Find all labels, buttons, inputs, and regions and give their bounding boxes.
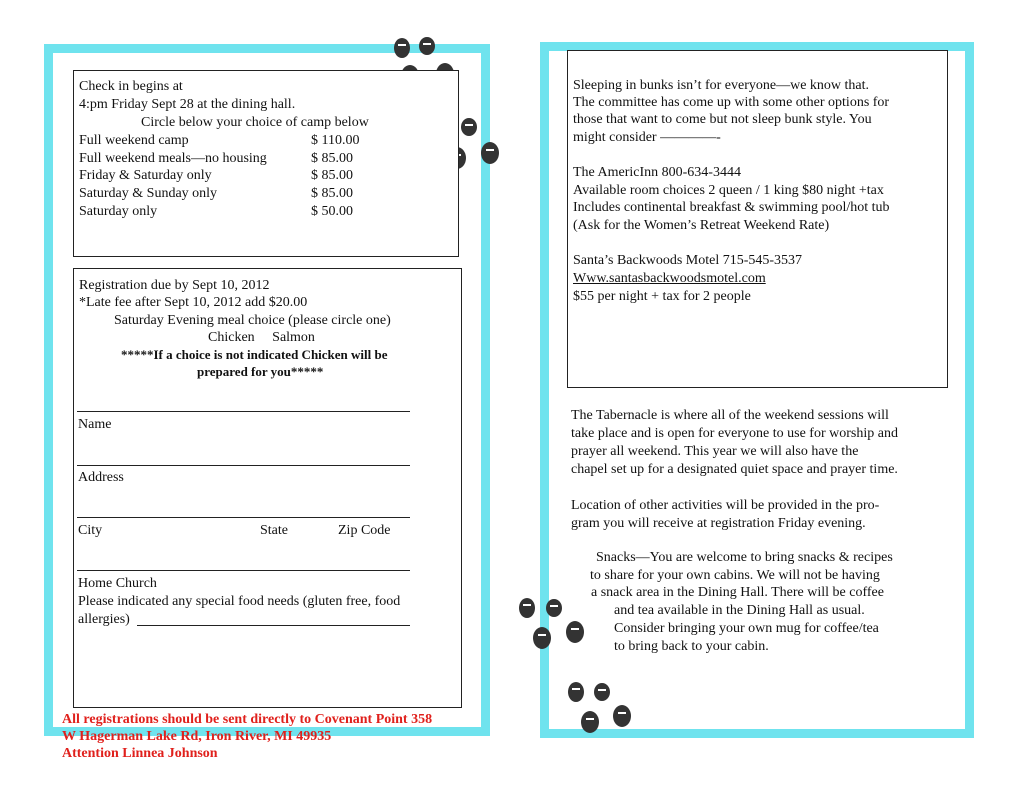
option-label: Saturday only: [79, 204, 158, 219]
snacks-line: to bring back to your cabin.: [614, 639, 769, 654]
americinn-line: Available room choices 2 queen / 1 king $80 night +tax: [573, 183, 884, 198]
food-needs-line[interactable]: [137, 625, 410, 626]
tabernacle-line: The Tabernacle is where all of the weekend sessions will: [571, 408, 889, 423]
address-line[interactable]: [77, 465, 410, 466]
state-label: State: [260, 523, 288, 538]
registration-due: Registration due by Sept 10, 2012: [79, 278, 270, 293]
meal-note-1: *****If a choice is not indicated Chicken will be: [121, 347, 388, 362]
meal-choice: Saturday Evening meal choice (please circle one): [114, 313, 391, 328]
option-price: $ 110.00: [311, 133, 360, 148]
address-label: Address: [78, 470, 124, 485]
name-label: Name: [78, 417, 112, 432]
snacks-line: to share for your own cabins. We will not be having: [590, 568, 880, 583]
food-needs-line-2: allergies): [78, 612, 130, 627]
city-label: City: [78, 523, 103, 538]
americinn-line: (Ask for the Women’s Retreat Weekend Rate): [573, 218, 830, 233]
lodging-intro-line: Sleeping in bunks isn’t for everyone—we know that.: [573, 78, 870, 93]
snacks-line: a snack area in the Dining Hall. There will be coffee: [591, 585, 884, 600]
tabernacle-line: take place and is open for everyone to use for worship and: [571, 426, 898, 441]
snacks-line: Snacks—You are welcome to bring snacks & recipes: [596, 550, 893, 565]
option-label: Friday & Saturday only: [79, 168, 212, 183]
footprints-icon: [564, 680, 638, 738]
church-label: Home Church: [78, 576, 157, 591]
tabernacle-line: chapel set up for a designated quiet space and prayer time.: [571, 462, 898, 477]
activities-line: gram you will receive at registration Friday evening.: [571, 516, 866, 531]
lodging-intro-line: The committee has come up with some other options for: [573, 95, 890, 110]
checkin-instruction: Circle below your choice of camp below: [141, 115, 369, 130]
late-fee: *Late fee after Sept 10, 2012 add $20.00: [79, 295, 308, 310]
mailing-line-3: Attention Linnea Johnson: [62, 746, 218, 761]
food-needs-line-1: Please indicated any special food needs (gluten free, food: [78, 594, 401, 609]
option-price: $ 85.00: [311, 168, 353, 183]
santas-price: $55 per night + tax for 2 people: [573, 289, 751, 304]
lodging-intro-line: might consider ————-: [573, 130, 721, 145]
option-label: Saturday & Sunday only: [79, 186, 218, 201]
option-label: Full weekend meals—no housing: [79, 151, 267, 166]
mailing-line-2: W Hagerman Lake Rd, Iron River, MI 49935: [62, 729, 332, 744]
mailing-line-1: All registrations should be sent directly to Covenant Point 358: [62, 712, 433, 727]
option-label: Full weekend camp: [79, 133, 189, 148]
lodging-intro-line: those that want to come but not sleep bunk style. You: [573, 112, 872, 127]
activities-line: Location of other activities will be provided in the pro-: [571, 498, 880, 513]
footprints-icon: [517, 596, 591, 656]
santas-website-link[interactable]: Www.santasbackwoodsmotel.com: [573, 271, 766, 286]
name-line[interactable]: [77, 411, 410, 412]
city-state-zip-line[interactable]: [77, 517, 410, 518]
snacks-line: Consider bringing your own mug for coffee/tea: [614, 621, 879, 636]
checkin-line-2: 4:pm Friday Sept 28 at the dining hall.: [79, 97, 296, 112]
option-price: $ 85.00: [311, 151, 353, 166]
santas-line: Santa’s Backwoods Motel 715-545-3537: [573, 253, 803, 268]
meal-note-2: prepared for you*****: [197, 364, 324, 379]
snacks-line: and tea available in the Dining Hall as usual.: [614, 603, 865, 618]
americinn-line: Includes continental breakfast & swimming pool/hot tub: [573, 200, 890, 215]
meal-options: Chicken Salmon: [208, 330, 315, 345]
option-price: $ 50.00: [311, 204, 353, 219]
americinn-line: The AmericInn 800-634-3444: [573, 165, 741, 180]
checkin-line-1: Check in begins at: [79, 79, 183, 94]
option-price: $ 85.00: [311, 186, 353, 201]
tabernacle-line: prayer all weekend. This year we will also have the: [571, 444, 859, 459]
church-line[interactable]: [77, 570, 410, 571]
zip-label: Zip Code: [338, 523, 391, 538]
